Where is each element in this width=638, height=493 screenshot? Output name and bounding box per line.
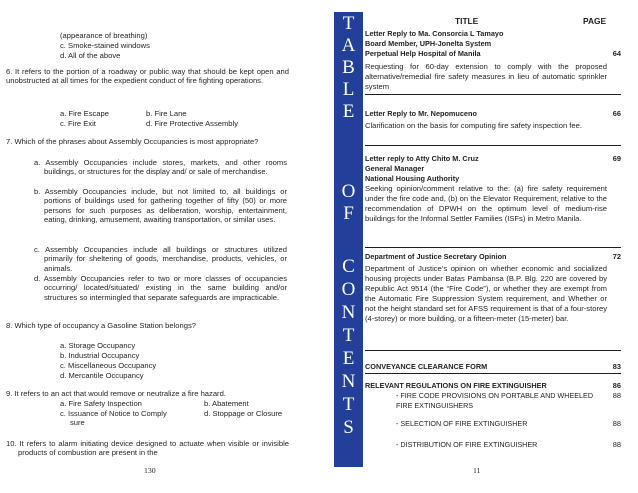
band-letter-o: O: [341, 181, 356, 202]
q7-option-a: a. Assembly Occupancies include stores, markets, and other rooms buildings, or structures for the display and/ or sale of merchandise.: [34, 158, 287, 177]
right-page: [318, 0, 638, 493]
band-letter-n2: N: [341, 371, 356, 392]
q9-option-c: c. Issuance of Notice to Comply sure: [60, 409, 167, 428]
divider: [365, 373, 621, 374]
toc-entry-title-line: Letter Reply to Mr. Nepomuceno: [365, 109, 477, 118]
table-of-contents-band: [334, 12, 363, 467]
toc-entry-title: [365, 109, 605, 119]
divider: [365, 350, 621, 351]
toc-entry-title-line: Board Member, UPH-Jonelta System: [365, 38, 492, 48]
q7-option-b: b. Assembly Occupancies include, but not limited to, all buildings or portions of buildings used for gathering together of fifty (50) or more persons for such purposes as deliberation, worship, entertainment, eating, drinking, amusement, awaiting transportation, or similar uses.: [34, 187, 287, 225]
toc-entry-title: [365, 252, 605, 262]
band-letter-t3: T: [342, 394, 355, 415]
band-letter-a: A: [341, 35, 356, 56]
toc-entry-description: Seeking opinion/comment relative to the: (a) fire safety requirement under the fire code and, (b) on the Elevator Requirement, relative to the recommendation of DPWH on the optimum level of medium-rise buildings for the Informal Settler Families (ISFs) in Metro Manila.: [365, 184, 607, 223]
toc-entry-title: [365, 29, 605, 58]
q8-option-d: d. Mercantile Occupancy: [60, 371, 144, 380]
toc-entry-title-line: National Housing Authority: [365, 173, 460, 183]
toc-sub-item: - FIRE CODE PROVISIONS ON PORTABLE AND WHEELED FIRE EXTINGUISHERS: [396, 391, 594, 410]
column-header-page: PAGE: [583, 16, 607, 26]
toc-entry-title-line: Department of Justice Secretary Opinion: [365, 252, 507, 261]
toc-entry-description: Department of Justice’s opinion on whether economic and socialized housing projects under Batas Pambansa (B.P. Blg. 220 are covered by Republic Act 9514 (the “Fire Code”), or whether they are exempt from the Automatic Fire Suppression System requirement, and Whether or not the height standard set for AFSS requirement is that of a four-storey (4-storey) or more building, or a fifteen-meter (15-meter) bar.: [365, 264, 607, 323]
band-letter-b: B: [342, 57, 355, 78]
band-letter-o2: O: [341, 279, 356, 300]
divider: [365, 247, 621, 248]
q8-option-b: b. Industrial Occupancy: [60, 351, 140, 360]
q8-option-c: c. Miscellaneous Occupancy: [60, 361, 157, 370]
question-7-stem: 7. Which of the phrases about Assembly Occupancies is most appropriate?: [6, 137, 259, 146]
q6-tail-line3: d. All of the above: [60, 51, 121, 60]
left-page: [0, 0, 300, 493]
question-6-stem: 6. It refers to the portion of a roadway or public way that should be kept open and unobstructed at all times for the expedient conduct of fire fighting operations.: [6, 67, 289, 86]
toc-entry-description: Requesting for 60-day extension to comply with the proposed alternative/remedial fire safety measures in lieu of automatic sprinkler system: [365, 62, 607, 91]
band-letter-c: C: [342, 256, 355, 277]
toc-entry-page: 83: [612, 362, 621, 371]
q6-option-d: d. Fire Protective Assembly: [146, 119, 238, 128]
toc-entry-title-line: General Manager: [365, 163, 425, 173]
toc-sub-item-page: 88: [612, 440, 621, 449]
toc-entry-title: [365, 154, 605, 183]
band-letter-e: E: [342, 101, 355, 122]
toc-entry-title-line: RELEVANT REGULATIONS ON FIRE EXTINGUISHER: [365, 381, 547, 390]
toc-entry-title: [365, 362, 605, 372]
q6-option-a: a. Fire Escape: [60, 109, 109, 118]
toc-entry-title-line: Letter Reply to Ma. Consorcia L Tamayo: [365, 29, 504, 38]
band-letter-n: N: [341, 302, 356, 323]
q8-option-a: a. Storage Occupancy: [60, 341, 136, 350]
question-10-stem: 10. It refers to alarm initiating device designed to actuate when visible or invisible products of combustion are present in the: [6, 439, 289, 458]
q6-tail-line2: c. Smoke-stained windows: [60, 41, 150, 50]
toc-entry-title-line: Perpetual Help Hospital of Manila: [365, 48, 481, 58]
question-8-stem: 8. Which type of occupancy a Gasoline Station belongs?: [6, 321, 196, 330]
toc-entry-description: Clarification on the basis for computing fire safety inspection fee.: [365, 121, 582, 130]
toc-sub-item: - DISTRIBUTION OF FIRE EXTINGUISHER: [396, 440, 538, 449]
toc-entry-title-line: Letter reply to Atty Chito M. Cruz: [365, 154, 479, 163]
band-letter-t2: T: [342, 325, 355, 346]
left-page-number: 130: [144, 466, 156, 475]
column-header-title: TITLE: [455, 16, 479, 26]
toc-entry-title-line: CONVEYANCE CLEARANCE FORM: [365, 362, 488, 371]
q9-option-d: d. Stoppage or Closure: [204, 409, 283, 418]
q7-option-d: d. Assembly Occupancies refer to two or more classes of occupancies occurring/ located/situated/ existing in the same building and/or structures so intermingled that separate safeguards are impracticable.: [34, 274, 287, 302]
toc-sub-item: - SELECTION OF FIRE EXTINGUISHER: [396, 419, 528, 428]
toc-entry-page: 72: [612, 252, 621, 261]
toc-entry-page: 69: [612, 154, 621, 163]
band-letter-f: F: [343, 203, 354, 224]
toc-entry-page: 86: [612, 381, 621, 390]
divider: [365, 145, 621, 146]
q9-option-b: b. Abatement: [204, 399, 249, 408]
q6-option-b: b. Fire Lane: [146, 109, 187, 118]
question-9-stem: 9. It refers to an act that would remove or neutralize a fire hazard.: [6, 389, 226, 398]
toc-entry-page: 64: [612, 49, 621, 58]
band-letter-s: S: [343, 417, 354, 438]
toc-entry-page: 66: [612, 109, 621, 118]
q6-tail-line1: (appearance of breathing): [60, 31, 148, 40]
q6-option-c: c. Fire Exit: [60, 119, 96, 128]
q9-option-a: a. Fire Safety Inspection: [60, 399, 142, 408]
divider: [365, 94, 621, 95]
q7-option-c: c. Assembly Occupancies include all buildings or structures utilized primarily for sheltering of goods, merchandise, products, vehicles, or animals.: [34, 245, 287, 273]
toc-sub-item-page: 88: [612, 391, 621, 400]
band-letter-e2: E: [342, 348, 355, 369]
right-page-number: 11: [473, 466, 481, 475]
toc-entry-title: [365, 381, 605, 391]
band-letter-t: T: [342, 13, 355, 34]
band-letter-l: L: [342, 79, 355, 100]
toc-sub-item-page: 88: [612, 419, 621, 428]
